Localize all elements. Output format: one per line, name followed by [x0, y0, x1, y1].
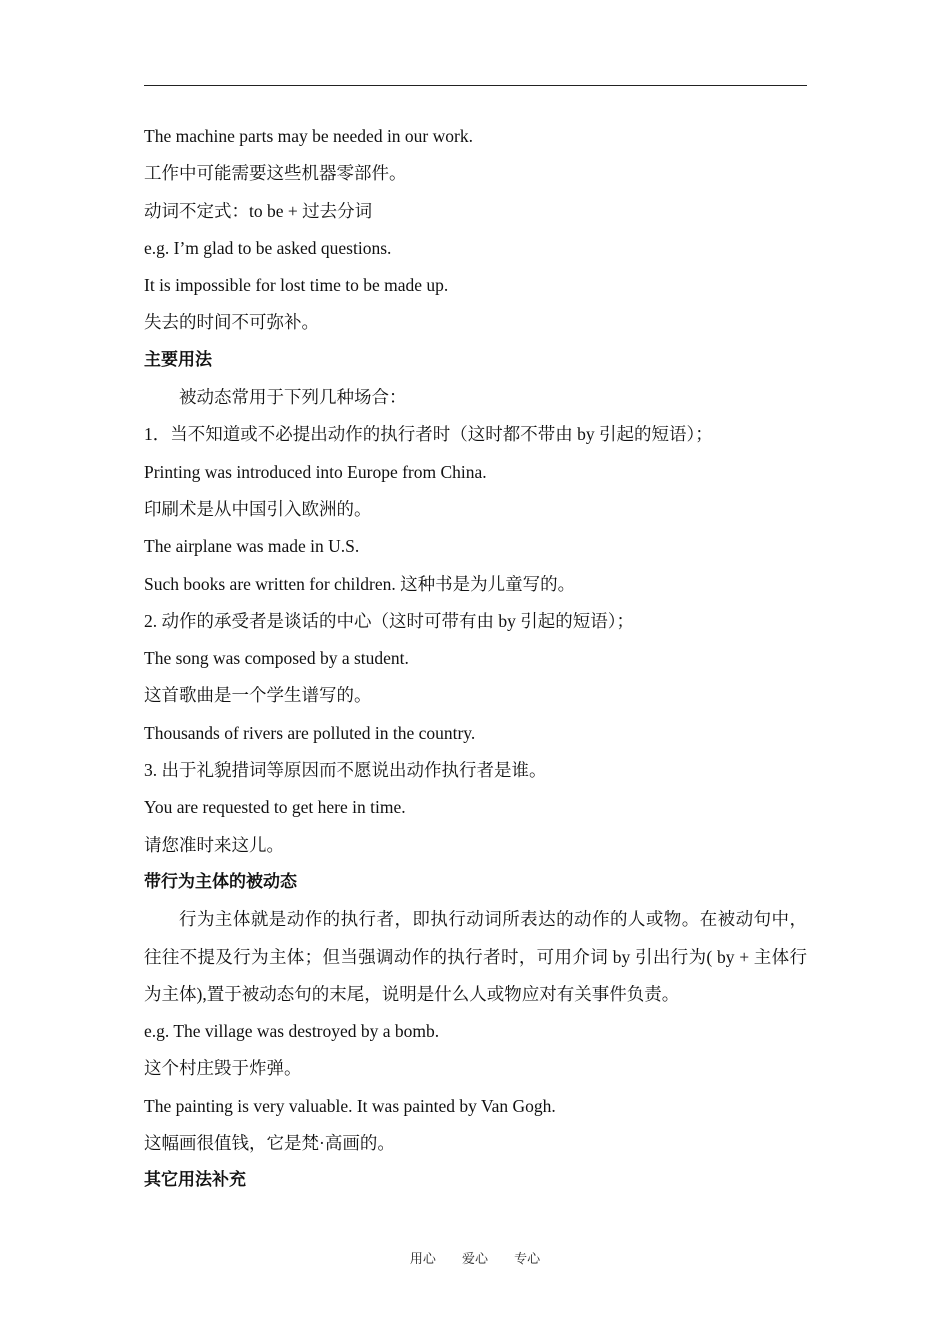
section-heading: 带行为主体的被动态 — [144, 871, 297, 892]
text-line: Thousands of rivers are polluted in the country. — [144, 722, 476, 743]
section-heading: 主要用法 — [144, 349, 212, 370]
text-line: 失去的时间不可弥补。 — [144, 312, 319, 333]
text-line: 2. 动作的承受者是谈话的中心（这时可带有由 by 引起的短语）； — [144, 610, 634, 631]
text-line: 这幅画很值钱，它是梵·高画的。 — [144, 1133, 395, 1154]
document-body — [144, 118, 807, 1200]
text-line: 这个村庄毁于炸弹。 — [144, 1058, 302, 1079]
text-line: The painting is very valuable. It was painted by Van Gogh. — [144, 1095, 556, 1116]
footer-text: 用心 — [409, 1252, 436, 1267]
footer-text: 爱心 — [461, 1252, 488, 1267]
text-line: 工作中可能需要这些机器零部件。 — [144, 163, 407, 184]
footer-text: 专心 — [514, 1252, 541, 1267]
section-heading: 其它用法补充 — [144, 1170, 246, 1191]
text-line: e.g. The village was destroyed by a bomb. — [144, 1021, 440, 1042]
text-line: Such books are written for children. 这种书是为儿童写的。 — [144, 573, 576, 594]
text-line: 印刷术是从中国引入欧洲的。 — [144, 498, 372, 519]
text-line: 被动态常用于下列几种场合： — [179, 387, 407, 408]
text-line: It is impossible for lost time to be made up. — [144, 275, 449, 296]
page-footer — [0, 1248, 950, 1267]
text-line: 这首歌曲是一个学生谱写的。 — [144, 685, 372, 706]
text-line: e.g. I’m glad to be asked questions. — [144, 237, 392, 258]
text-line: The song was composed by a student. — [144, 648, 409, 669]
text-line: 1．当不知道或不必提出动作的执行者时（这时都不带由 by 引起的短语）； — [144, 424, 713, 445]
text-line: 3. 出于礼貌措词等原因而不愿说出动作执行者是谁。 — [144, 760, 547, 781]
paragraph: 行为主体就是动作的执行者，即执行动词所表达的动作的人或物。在被动句中，往往不提及行为主体；但当强调动作的执行者时，可用介词 by 引出行为( by + 主体行为主体),置于被动态句的末尾，说明是什么人或物应对有关事件负责。 — [144, 909, 807, 1004]
text-line: 请您准时来这儿。 — [144, 834, 284, 855]
header-rule — [144, 85, 807, 86]
text-line: The airplane was made in U.S. — [144, 536, 360, 557]
text-line: The machine parts may be needed in our work. — [144, 126, 473, 146]
text-line: You are requested to get here in time. — [144, 797, 406, 818]
text-line: 动词不定式：to be + 过去分词 — [144, 200, 373, 221]
text-line: Printing was introduced into Europe from China. — [144, 461, 487, 482]
